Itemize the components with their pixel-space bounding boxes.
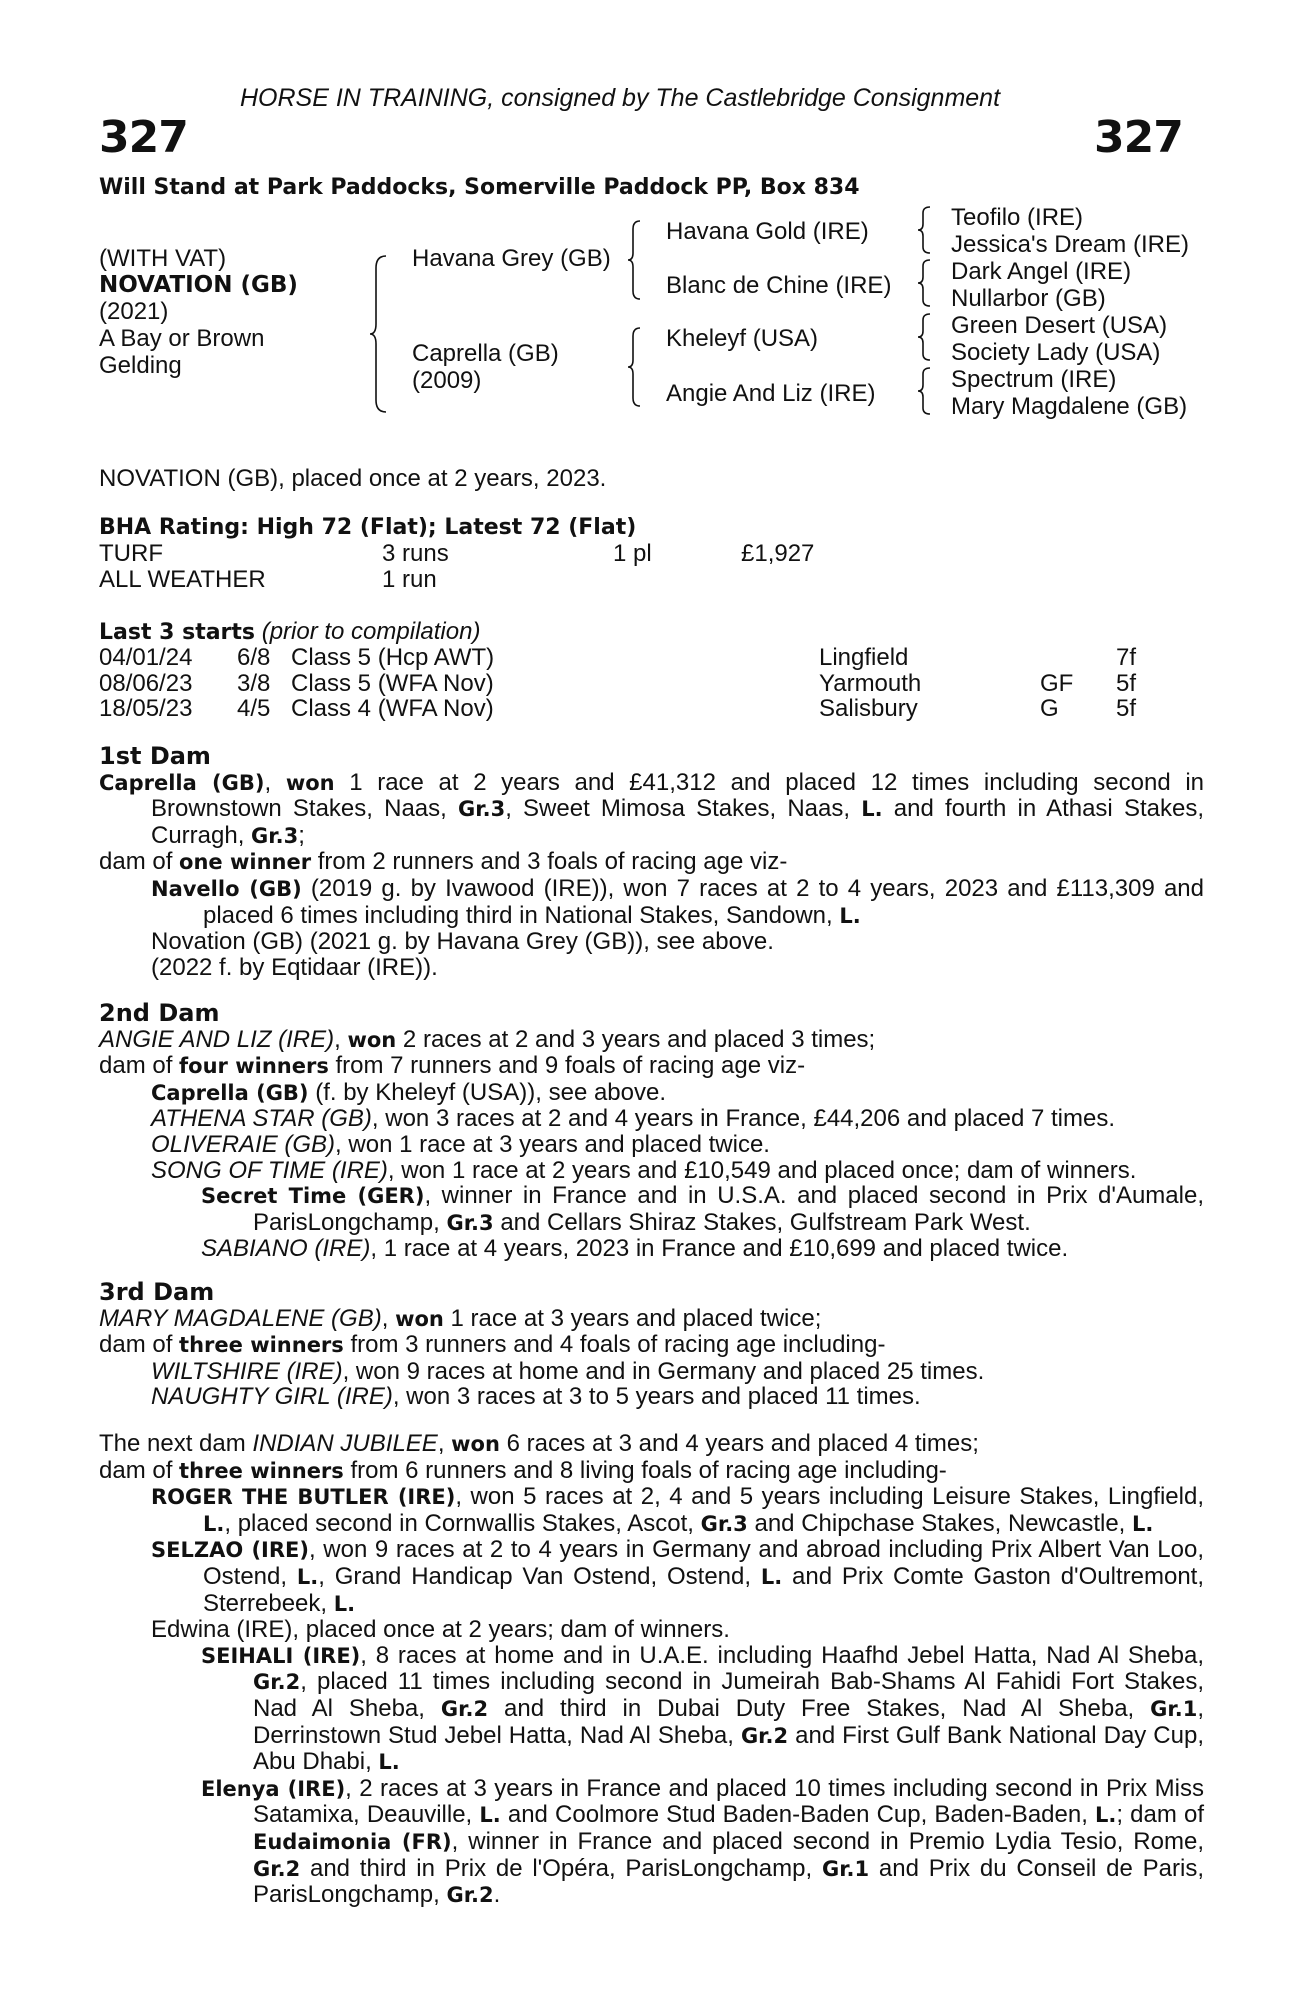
- dam-name: MARY MAGDALENE (GB): [99, 1304, 382, 1332]
- pedigree-dd: Angie And Liz (IRE): [666, 380, 876, 407]
- record-text: (f. by Kheleyf (USA)), see above.: [308, 1078, 667, 1106]
- record-text: , won 5 races at 2, 4 and 5 years including Leisure Stakes, Lingfield,: [455, 1483, 1204, 1511]
- record-text: , placed second in Cornwallis Stakes, Ascot,: [224, 1509, 701, 1537]
- grade-label: Gr.3: [446, 1210, 494, 1235]
- horse-link: Eudaimonia (FR): [253, 1829, 452, 1854]
- produce-wiltshire: [151, 1359, 1204, 1385]
- won-label: won: [285, 770, 335, 795]
- pedigree-dam: Caprella (GB): [412, 340, 559, 367]
- record-text: , won 1 race at 3 years and placed twice.: [335, 1130, 770, 1158]
- pedigree-ddd: Mary Magdalene (GB): [951, 393, 1188, 420]
- horse-link: WILTSHIRE (IRE): [151, 1357, 343, 1385]
- grade-label: Gr.3: [251, 823, 299, 848]
- produce-sabiano: [201, 1236, 1204, 1262]
- horse-link: SELZAO (IRE): [151, 1538, 309, 1563]
- produce-secret-time: [201, 1183, 1204, 1236]
- horse-desc-2: Gelding: [99, 352, 182, 379]
- record-text: , Sweet Mimosa Stakes, Naas,: [505, 795, 862, 823]
- produce-roger-the-butler: [151, 1484, 1204, 1537]
- produce-edwina: Edwina (IRE), placed once at 2 years; dam of winners.: [151, 1616, 730, 1644]
- record-text: 2 races at 2 and 3 years and placed 3 times;: [396, 1025, 876, 1053]
- record-text: and Cellars Shiraz Stakes, Gulfstream Park West.: [493, 1208, 1031, 1236]
- listed-label: L.: [1132, 1511, 1154, 1536]
- record-text: , winner in France and placed second in Premio Lydia Tesio, Rome,: [451, 1827, 1204, 1855]
- record-text: and third in Dubai Duty Free Stakes, Nad Al Sheba,: [488, 1694, 1151, 1722]
- start-race: Class 4 (WFA Nov): [291, 695, 494, 723]
- record-text: and First Gulf Bank National Day Cup, Abu Dhabi,: [253, 1721, 1204, 1776]
- record-text: dam of: [99, 1331, 180, 1359]
- record-text: , 8 races at home and in U.A.E. including Haafhd Jebel Hatta, Nad Al Sheba,: [360, 1641, 1204, 1669]
- horse-link: SONG OF TIME (IRE): [151, 1156, 388, 1184]
- listed-label: L.: [479, 1803, 501, 1828]
- start-dist: 5f: [1116, 669, 1137, 697]
- horse-link: SEIHALI (IRE): [201, 1643, 361, 1668]
- start-going: G: [1040, 695, 1059, 723]
- pedigree-brace-ds: [916, 312, 934, 362]
- produce-novation: Novation (GB) (2021 g. by Havana Grey (GB)), see above.: [151, 928, 774, 956]
- horse-year: (2021): [99, 298, 169, 325]
- horse-link: OLIVERAIE (GB): [151, 1130, 336, 1158]
- start-row: [99, 644, 1199, 670]
- rating-surface: ALL WEATHER: [99, 566, 266, 593]
- pedigree-ss: Havana Gold (IRE): [666, 218, 869, 245]
- horse-link: Navello (GB): [151, 876, 302, 901]
- pedigree-ssd: Jessica's Dream (IRE): [951, 231, 1189, 258]
- listed-label: L.: [861, 797, 883, 822]
- record-text: ;: [298, 821, 305, 849]
- last-starts-label: Last 3 starts: [99, 620, 256, 645]
- start-pos: 6/8: [237, 644, 271, 671]
- grade-label: Gr.3: [700, 1511, 748, 1536]
- grade-label: Gr.2: [253, 1856, 301, 1881]
- record-text: , won 1 race at 2 years and £10,549 and placed once; dam of winners.: [387, 1156, 1137, 1184]
- second-dam-section: [99, 1001, 1204, 1262]
- rating-placed: 1 pl: [613, 540, 652, 567]
- lot-number-left: 327: [99, 112, 188, 163]
- won-label: won: [395, 1306, 444, 1331]
- horse-link: Caprella (GB): [151, 1080, 309, 1105]
- vat-note: (WITH VAT): [99, 245, 227, 272]
- dam-name: Caprella (GB): [99, 770, 265, 795]
- grade-label: Gr.2: [253, 1670, 301, 1695]
- start-race: Class 5 (WFA Nov): [291, 669, 494, 697]
- listed-label: L.: [1095, 1803, 1117, 1828]
- stand-location: Will Stand at Park Paddocks, Somerville Paddock PP, Box 834: [99, 175, 860, 200]
- third-dam-section: [99, 1280, 1204, 1410]
- grade-label: Gr.2: [440, 1696, 489, 1721]
- next-dam-section: [99, 1431, 1204, 1909]
- lot-number-right: 327: [1094, 112, 1183, 163]
- produce-seihali: [201, 1643, 1204, 1776]
- pedigree-brace-sire: [626, 219, 644, 301]
- listed-label: L.: [203, 1511, 225, 1536]
- produce-athena-star: [151, 1106, 1204, 1132]
- first-dam-heading: 1st Dam: [99, 742, 211, 770]
- horse-link: SABIANO (IRE): [201, 1235, 371, 1263]
- grade-label: Gr.1: [1150, 1696, 1198, 1721]
- pedigree-brace-sd: [916, 258, 934, 308]
- record-text: , won 9 races at 2 to 4 years in Germany and abroad including Prix Albert Van Loo, Ostend,: [203, 1536, 1204, 1590]
- record-text: , 1 race at 4 years, 2023 in France and £10,699 and placed twice.: [370, 1235, 1069, 1263]
- record-text: , Derrinstown Stud Jebel Hatta, Nad Al Sheba,: [253, 1694, 1204, 1749]
- start-dist: 5f: [1116, 695, 1137, 723]
- start-date: 04/01/24: [99, 644, 193, 671]
- second-dam-record: ANGIE AND LIZ (IRE), won 2 races at 2 and 3 years and placed 3 times;: [99, 1025, 876, 1053]
- next-dam-record: [99, 1431, 1204, 1458]
- record-text: and Prix du Conseil de Paris, ParisLongchamp,: [253, 1854, 1204, 1909]
- pedigree-dam-year: (2009): [412, 367, 482, 394]
- record-text: from 6 runners and 8 living foals of racing age including-: [343, 1456, 947, 1484]
- dam-name: ANGIE AND LIZ (IRE): [99, 1025, 335, 1053]
- won-label: won: [451, 1432, 500, 1456]
- rating-runs: 3 runs: [382, 540, 449, 567]
- produce-oliveraie: [151, 1132, 1204, 1158]
- record-text: dam of: [99, 1052, 180, 1080]
- pedigree-brace-dd: [916, 366, 934, 416]
- last-starts-note: (prior to compilation): [261, 618, 481, 645]
- winners-label: three winners: [179, 1458, 344, 1483]
- record-text: from 3 runners and 4 foals of racing age including-: [343, 1331, 886, 1359]
- record-text: (2019 g. by Ivawood (IRE)), won 7 races at 2 to 4 years, 2023 and £113,309 and placed 6 times including third in National Stakes, Sandown,: [203, 874, 1204, 929]
- produce-naughty-girl: [151, 1384, 1204, 1410]
- pedigree-sds: Dark Angel (IRE): [951, 258, 1132, 285]
- record-text: , won 3 races at 3 to 5 years and placed 11 times.: [392, 1383, 921, 1411]
- pedigree-sd: Blanc de Chine (IRE): [666, 272, 892, 299]
- record-text: .: [493, 1881, 501, 1909]
- rating-surface: TURF: [99, 540, 163, 567]
- horse-link: Secret Time (GER): [201, 1184, 425, 1209]
- record-text: The next dam: [99, 1430, 253, 1457]
- won-label: won: [347, 1027, 397, 1052]
- record-text: dam of: [99, 848, 180, 876]
- next-dam-produce: [99, 1458, 1204, 1485]
- record-text: from 7 runners and 9 foals of racing age viz-: [328, 1052, 806, 1080]
- record-text: , 2 races at 3 years in France and placed 10 times including second in Prix Miss Satamixa, Deauville,: [253, 1774, 1204, 1829]
- produce-2022-filly: (2022 f. by Eqtidaar (IRE)).: [151, 953, 438, 981]
- third-dam-produce: [99, 1332, 1204, 1359]
- listed-label: L.: [333, 1591, 356, 1616]
- pedigree-ds: Kheleyf (USA): [666, 325, 819, 352]
- grade-label: Gr.2: [446, 1883, 494, 1908]
- grade-label: Gr.3: [458, 797, 506, 822]
- third-dam-heading: 3rd Dam: [99, 1278, 215, 1306]
- record-text: and fourth in Athasi Stakes, Curragh,: [151, 795, 1204, 849]
- pedigree-sire: Havana Grey (GB): [412, 245, 611, 272]
- record-text: and Coolmore Stud Baden-Baden Cup, Baden-Baden,: [500, 1801, 1096, 1829]
- record-text: , won 3 races at 2 and 4 years in France, £44,206 and placed 7 times.: [371, 1105, 1116, 1133]
- starts-table: [99, 644, 1199, 721]
- listed-label: L.: [760, 1564, 783, 1589]
- produce-navello: [151, 876, 1204, 929]
- racing-summary: NOVATION (GB), placed once at 2 years, 2023.: [99, 465, 607, 492]
- rating-earnings: £1,927: [741, 540, 815, 567]
- record-text: dam of: [99, 1456, 180, 1484]
- pedigree-sss: Teofilo (IRE): [951, 204, 1084, 231]
- record-text: 1 race at 2 years and £41,312 and placed 12 times including second in Brownstown Stakes, Naas,: [151, 768, 1204, 823]
- record-text: , placed 11 times including second in Jumeirah Bab-Shams Al Fahidi Fort Stakes, Nad Al Sheba,: [253, 1668, 1204, 1722]
- produce-caprella: [151, 1080, 1204, 1107]
- produce-elenya: [201, 1776, 1204, 1909]
- record-text: ,: [437, 1430, 452, 1457]
- grade-label: Gr.1: [821, 1856, 870, 1881]
- pedigree-sdd: Nullarbor (GB): [951, 285, 1106, 312]
- start-going: GF: [1040, 669, 1074, 697]
- horse-link: Elenya (IRE): [201, 1776, 346, 1801]
- consignment-header: HORSE IN TRAINING, consigned by The Castlebridge Consignment: [240, 84, 1001, 112]
- start-pos: 4/5: [237, 695, 271, 723]
- first-dam-record: Caprella (GB), won 1 race at 2 years and £41,312 and placed 12 times including second in Brownstown Stakes, Naas, Gr.3, Sweet Mimosa Stakes, Naas, L. and fourth in Athasi Stakes, Curragh, Gr.3;: [99, 768, 1204, 849]
- start-dist: 7f: [1116, 644, 1137, 671]
- winners-label: three winners: [179, 1333, 344, 1358]
- third-dam-record: MARY MAGDALENE (GB), won 1 race at 3 years and placed twice;: [99, 1304, 822, 1332]
- listed-label: L.: [839, 903, 861, 928]
- horse-link: NAUGHTY GIRL (IRE): [151, 1383, 393, 1411]
- produce-selzao: [151, 1537, 1204, 1617]
- listed-label: L.: [378, 1750, 400, 1775]
- horse-link: ATHENA STAR (GB): [151, 1105, 372, 1133]
- dam-name: INDIAN JUBILEE: [252, 1430, 438, 1457]
- bha-rating-title: BHA Rating: High 72 (Flat); Latest 72 (Flat): [99, 515, 637, 540]
- pedigree-dsd: Society Lady (USA): [951, 339, 1161, 366]
- start-race: Class 5 (Hcp AWT): [291, 644, 495, 671]
- start-pos: 3/8: [237, 669, 271, 697]
- pedigree-brace-ss: [916, 205, 934, 255]
- second-dam-heading: 2nd Dam: [99, 999, 220, 1027]
- start-date: 18/05/23: [99, 695, 193, 723]
- horse-name: NOVATION (GB): [99, 272, 298, 298]
- pedigree-brace-main: [368, 254, 390, 414]
- second-dam-produce: [99, 1053, 1204, 1080]
- start-row: [99, 695, 1199, 721]
- record-text: and Chipchase Stakes, Newcastle,: [747, 1509, 1133, 1537]
- start-date: 08/06/23: [99, 669, 193, 697]
- pedigree-dss: Green Desert (USA): [951, 312, 1168, 339]
- start-course: Yarmouth: [819, 669, 922, 697]
- last-starts-title: [99, 618, 480, 646]
- horse-desc-1: A Bay or Brown: [99, 325, 265, 352]
- first-dam-section: [99, 744, 1204, 980]
- record-text: 6 races at 3 and 4 years and placed 4 times;: [499, 1430, 979, 1457]
- start-row: [99, 670, 1199, 696]
- horse-link: ROGER THE BUTLER (IRE): [151, 1485, 456, 1510]
- record-text: , won 9 races at home and in Germany and placed 25 times.: [342, 1357, 985, 1385]
- pedigree-brace-dam: [626, 326, 644, 408]
- grade-label: Gr.2: [740, 1723, 789, 1748]
- record-text: 1 race at 3 years and placed twice;: [443, 1304, 822, 1332]
- record-text: ; dam of: [1116, 1801, 1204, 1829]
- winners-label: four winners: [179, 1054, 329, 1079]
- start-course: Lingfield: [819, 644, 909, 671]
- start-course: Salisbury: [819, 695, 918, 723]
- winners-label: one winner: [179, 850, 312, 875]
- record-text: and Prix Comte Gaston d'Oultremont, Sterrebeek,: [203, 1562, 1205, 1617]
- produce-song-of-time: [151, 1158, 1204, 1184]
- record-text: from 2 runners and 3 foals of racing age viz-: [311, 848, 788, 876]
- pedigree-dds: Spectrum (IRE): [951, 366, 1117, 393]
- record-text: , Grand Handicap Van Ostend, Ostend,: [318, 1562, 761, 1590]
- rating-runs: 1 run: [382, 566, 437, 593]
- record-text: , winner in France and in U.S.A. and placed second in Prix d'Aumale, ParisLongchamp,: [253, 1182, 1204, 1236]
- first-dam-produce: [99, 849, 1204, 876]
- listed-label: L.: [296, 1564, 319, 1589]
- record-text: and third in Prix de l'Opéra, ParisLongchamp,: [300, 1854, 822, 1882]
